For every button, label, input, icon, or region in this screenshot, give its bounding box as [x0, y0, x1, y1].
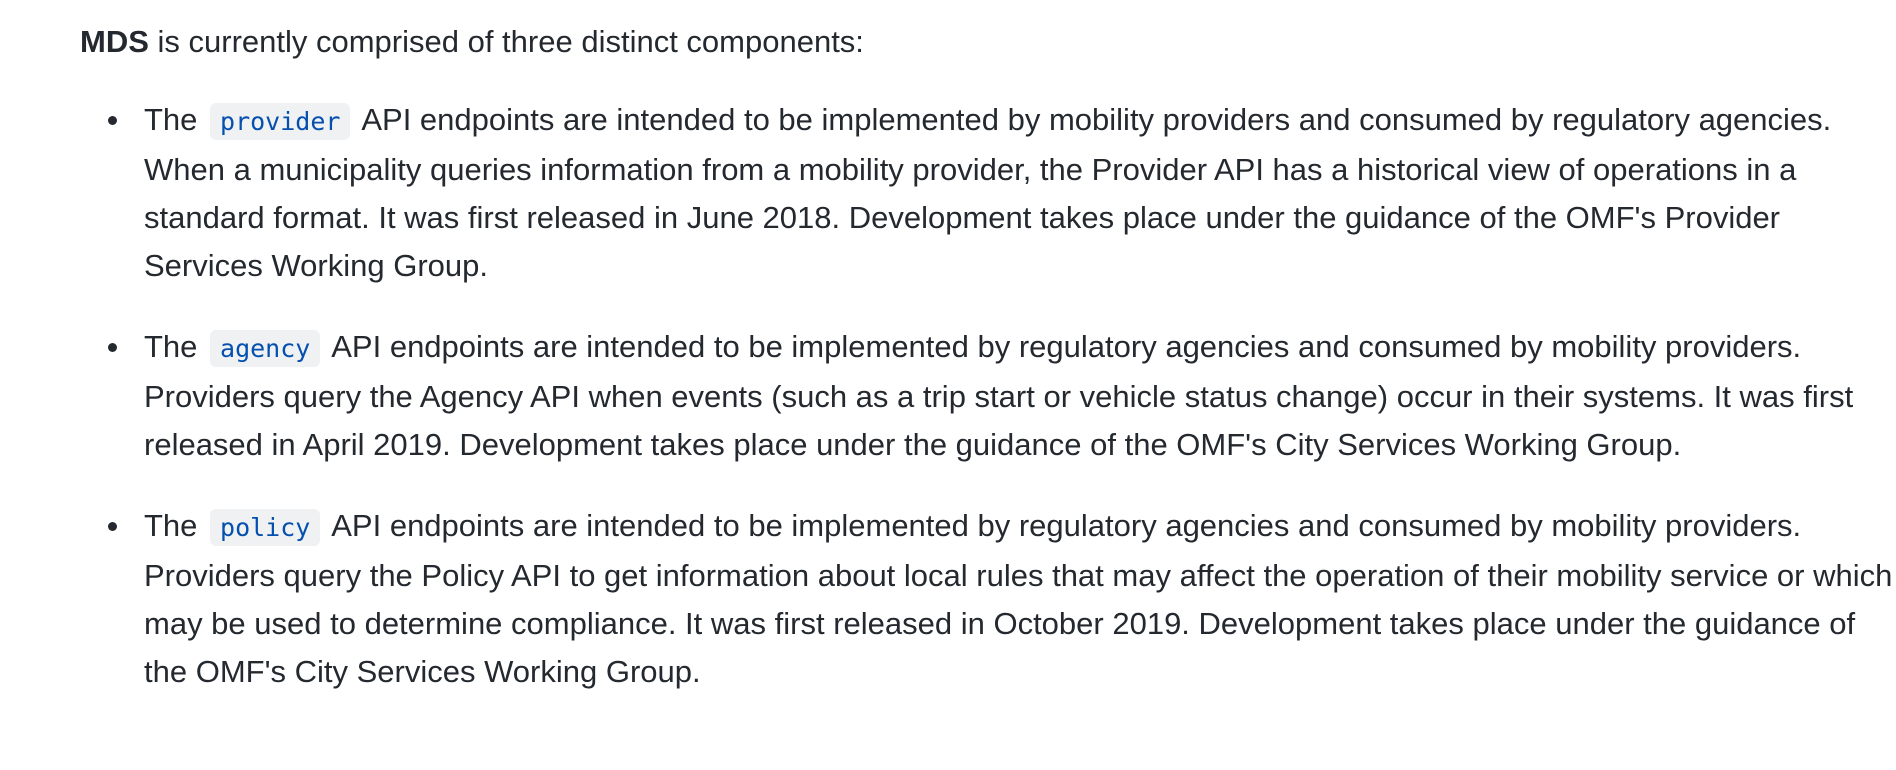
- list-item-provider: [144, 96, 1896, 290]
- list-item-prefix: The: [144, 329, 207, 364]
- bullet-icon: [108, 116, 117, 125]
- intro-text: is currently comprised of three distinct components:: [148, 24, 864, 59]
- list-item-text: API endpoints are intended to be implemented by regulatory agencies and consumed by mobility providers. Providers query the Agency API when events (such as a trip start or vehicle status change) occur in their systems. It was first released in April 2019. Development takes place under the guidance of the OMF's City Services Working Group.: [144, 329, 1854, 462]
- intro-paragraph: [80, 18, 1896, 66]
- list-item-agency: [144, 323, 1896, 469]
- code-agency: agency: [210, 330, 320, 367]
- list-item-prefix: The: [144, 508, 207, 543]
- list-item-prefix: The: [144, 102, 207, 137]
- code-policy: policy: [210, 509, 320, 546]
- intro-bold-term: MDS: [80, 24, 149, 59]
- list-item-text: API endpoints are intended to be implemented by regulatory agencies and consumed by mobility providers. Providers query the Policy API to get information about local rules that may affect the operation of their mobility service or which may be used to determine compliance. It was first released in October 2019. Development takes place under the guidance of the OMF's City Services Working Group.: [144, 508, 1893, 689]
- components-list: [80, 96, 1896, 696]
- list-item-text: API endpoints are intended to be implemented by mobility providers and consumed by regulatory agencies. When a municipality queries information from a mobility provider, the Provider API has a historical view of operations in a standard format. It was first released in June 2018. Development takes place under the guidance of the OMF's Provider Services Working Group.: [144, 102, 1832, 283]
- list-item-policy: [144, 502, 1896, 696]
- bullet-icon: [108, 343, 117, 352]
- bullet-icon: [108, 522, 117, 531]
- code-provider: provider: [210, 103, 350, 140]
